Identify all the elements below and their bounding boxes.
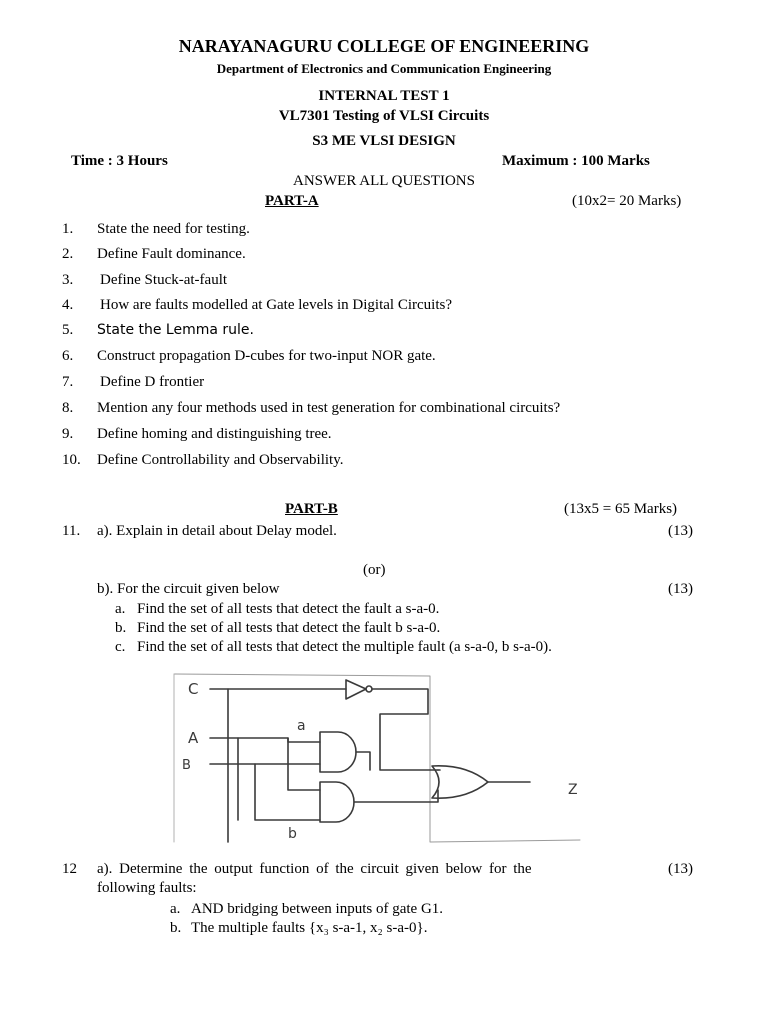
program-title: S3 ME VLSI DESIGN (312, 133, 456, 149)
test-title: INTERNAL TEST 1 (318, 88, 450, 104)
question-number: 1. (62, 221, 74, 237)
sub-question-text: Find the set of all tests that detect the fault b s-a-0. (137, 620, 441, 636)
question-number: 11. (62, 523, 81, 539)
question-text: Define Controllability and Observability. (97, 452, 344, 468)
question-text: State the Lemma rule. (97, 322, 254, 338)
sub-question-text: AND bridging between inputs of gate G1. (191, 901, 444, 917)
question-number: 3. (62, 272, 74, 288)
label-c: C (188, 680, 199, 698)
sub-question-label: a. (115, 601, 126, 617)
sub-question-text: Find the set of all tests that detect the multiple fault (a s-a-0, b s-a-0). (137, 639, 552, 655)
course-title: VL7301 Testing of VLSI Circuits (278, 108, 490, 124)
circuit-diagram (170, 672, 590, 847)
label-a-node: a (297, 718, 306, 734)
sub-question-label: a. (170, 901, 181, 917)
sub-question-text: Find the set of all tests that detect the fault a s-a-0. (137, 601, 440, 617)
question-text: Construct propagation D-cubes for two-input NOR gate. (97, 348, 436, 364)
question-number: 8. (62, 400, 74, 416)
question-text: Define Stuck-at-fault (100, 272, 228, 288)
question-number: 9. (62, 426, 74, 442)
part-b-title: PART-B (285, 501, 338, 517)
question-number: 6. (62, 348, 74, 364)
sub-question-label: b. (115, 620, 127, 636)
question-number: 7. (62, 374, 74, 390)
sub-question-label: b. (170, 920, 182, 936)
time-label: Time : 3 Hours (71, 153, 168, 169)
label-b-node: b (288, 826, 297, 842)
question-text: Define homing and distinguishing tree. (97, 426, 332, 442)
question-number: 4. (62, 297, 74, 313)
question-text: Define Fault dominance. (97, 246, 246, 262)
question-text: How are faults modelled at Gate levels in Digital Circuits? (100, 297, 452, 313)
label-z: Z (568, 782, 578, 798)
part-a-title: PART-A (265, 193, 319, 209)
sub-question-label: c. (115, 639, 126, 655)
question-12a-text-line2: following faults: (97, 880, 197, 896)
label-b-input: B (182, 758, 191, 773)
question-11b-marks: (13) (668, 581, 693, 597)
question-text: State the need for testing. (97, 221, 250, 237)
question-12a-marks: (13) (668, 861, 693, 877)
department-name: Department of Electronics and Communication Engineering (216, 61, 552, 76)
question-text: Define D frontier (100, 374, 205, 390)
instruction: ANSWER ALL QUESTIONS (293, 173, 475, 189)
part-b-marks: (13x5 = 65 Marks) (564, 501, 678, 517)
question-text: Mention any four methods used in test generation for combinational circuits? (97, 400, 561, 416)
college-name: NARAYANAGURU COLLEGE OF ENGINEERING (178, 36, 590, 56)
question-11a-marks: (13) (668, 523, 693, 539)
question-number: 10. (62, 452, 81, 468)
question-12a-text-line1: a). Determine the output function of the circuit given below for the (97, 861, 532, 877)
sub-question-text: The multiple faults {x₃ s-a-1, x₂ s-a-0}. (191, 920, 428, 936)
or-separator: (or) (363, 562, 386, 578)
part-a-marks: (10x2= 20 Marks) (572, 193, 682, 209)
label-a-input: A (188, 729, 199, 747)
question-number: 2. (62, 246, 74, 262)
question-number: 12 (62, 861, 77, 877)
question-11a-text: a). Explain in detail about Delay model. (97, 523, 337, 539)
question-11b-text: b). For the circuit given below (97, 581, 280, 597)
question-number: 5. (62, 322, 74, 338)
max-marks-label: Maximum : 100 Marks (502, 153, 650, 169)
